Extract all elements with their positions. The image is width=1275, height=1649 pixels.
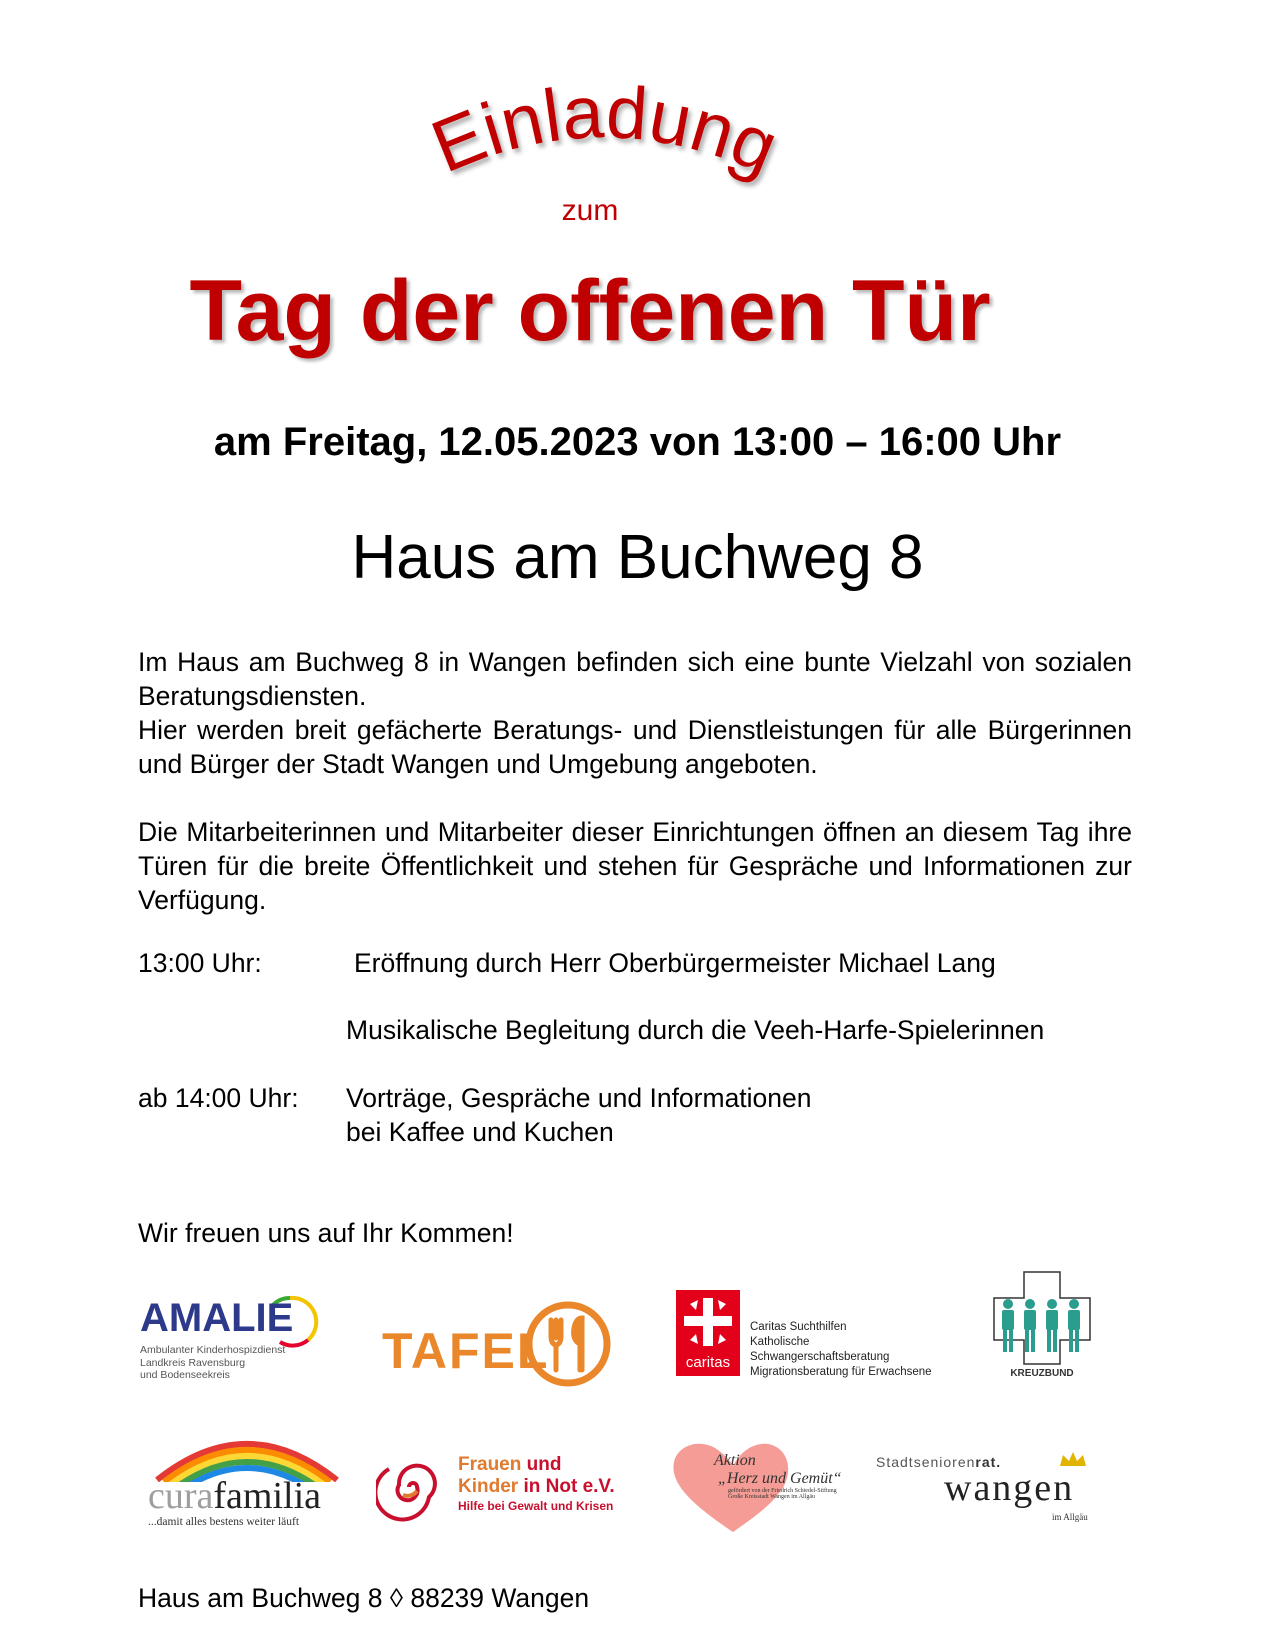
zum-text: zum [561,194,619,227]
curafamilia-tagline: ...damit alles bestens weiter läuft [148,1516,300,1528]
event-venue: Haus am Buchweg 8 [351,523,924,592]
svg-text:Einladung [420,70,789,189]
caritas-service-2: Katholische [750,1336,810,1348]
footer-address: Haus am Buchweg 8 ◊ 88239 Wangen [138,1583,590,1613]
staff-paragraph: Die Mitarbeiterinnen und Mitarbeiter dieser Einrichtungen öffnen an diesem Tag ihre Türen für die breite Öffentlichkeit und stehen für Gespräche und Informationen zur Verfügung. [138,817,1132,915]
aktion-line-2: „Herz und Gemüt“ [718,1470,842,1487]
schedule-time-3: ab 14:00 Uhr: [138,1083,299,1113]
senioren-city: wangen [944,1467,1075,1509]
event-title: Tag der offenen Tür [189,263,991,359]
aktion-line-1: Aktion [714,1452,756,1469]
senioren-suffix: rat. [975,1454,1002,1470]
caritas-service-1: Caritas Suchthilfen [750,1321,847,1333]
caritas-name: caritas [685,1354,731,1371]
caritas-badge [676,1290,740,1376]
amalie-line-2: Landkreis Ravensburg [140,1356,246,1369]
stadtseniorenrat-logo [876,1450,1106,1530]
curafamilia-logo [148,1418,348,1528]
intro-line-2: Hier werden breit gefächerte Beratungs- und Dienstleistungen für alle Bürgerinnen und Bürger der Stadt Wangen und Umgebung angeboten. [138,715,1132,779]
invitation-text: Einladung [420,69,790,190]
frauen-kinder-text [458,1454,615,1514]
fork-knife-icon [524,1300,612,1388]
intro-paragraph [138,645,1132,781]
aktion-line-4: Große Kreisstadt Wangen im Allgäu [728,1494,816,1500]
closing-text: Wir freuen uns auf Ihr Kommen! [138,1218,514,1248]
caritas-services [750,1320,932,1380]
amalie-logo [140,1290,340,1385]
und-word: und [526,1454,562,1475]
caritas-flame-cross-icon [680,1294,736,1350]
aktion-line-3: gefördert von der Friedrich Schiedel-Stiftung [728,1488,837,1494]
event-date: am Freitag, 12.05.2023 von 13:00 – 16:00 Uhr [213,420,1062,464]
amalie-line-3: und Bodenseekreis [140,1369,230,1381]
frauen-kinder-logo [376,1450,646,1530]
amalie-subtitle [140,1344,285,1382]
spiral-icon [376,1450,450,1524]
kreuzbund-name: KREUZBUND [1010,1368,1074,1379]
herz-gemuet-logo [668,1440,868,1540]
frauen-tagline: Hilfe bei Gewalt und Krisen [458,1499,614,1513]
curafamilia-familia: familia [213,1475,322,1517]
tafel-name: TAFEL [382,1323,550,1379]
senioren-prefix: Stadtsenioren [876,1454,976,1470]
tafel-logo [382,1300,622,1392]
schedule-item-3b: bei Kaffee und Kuchen [346,1117,614,1147]
caritas-service-3: Schwangerschaftsberatung [750,1351,890,1363]
kinder-word: Kinder [458,1476,519,1497]
amalie-line-1: Ambulanter Kinderhospizdienst [140,1344,286,1356]
schedule-time-1: 13:00 Uhr: [138,948,262,978]
curafamilia-name [148,1474,321,1518]
schedule-item-2: Musikalische Begleitung durch die Veeh-Harfe-Spielerinnen [346,1015,1045,1045]
aktion-text [714,1452,842,1500]
caritas-logo [676,1290,956,1380]
curafamilia-cura: cura [148,1475,214,1517]
frauen-word: Frauen [458,1454,522,1475]
senioren-region: im Allgäu [1052,1512,1088,1522]
amalie-name: AMALIE [140,1296,294,1340]
schedule-item-1: Eröffnung durch Herr Oberbürgermeister Michael Lang [354,948,996,978]
caritas-service-4: Migrationsberatung für Erwachsene [750,1366,932,1378]
in-not-word: in Not e.V. [523,1476,615,1497]
intro-line-1: Im Haus am Buchweg 8 in Wangen befinden sich eine bunte Vielzahl von sozialen Beratungsdiensten. [138,647,1132,711]
kreuzbund-logo [992,1270,1102,1380]
schedule-item-3a: Vorträge, Gespräche und Informationen [346,1083,812,1113]
kreuzbund-cross-people-icon [992,1270,1092,1366]
rainbow-icon [152,1418,342,1482]
